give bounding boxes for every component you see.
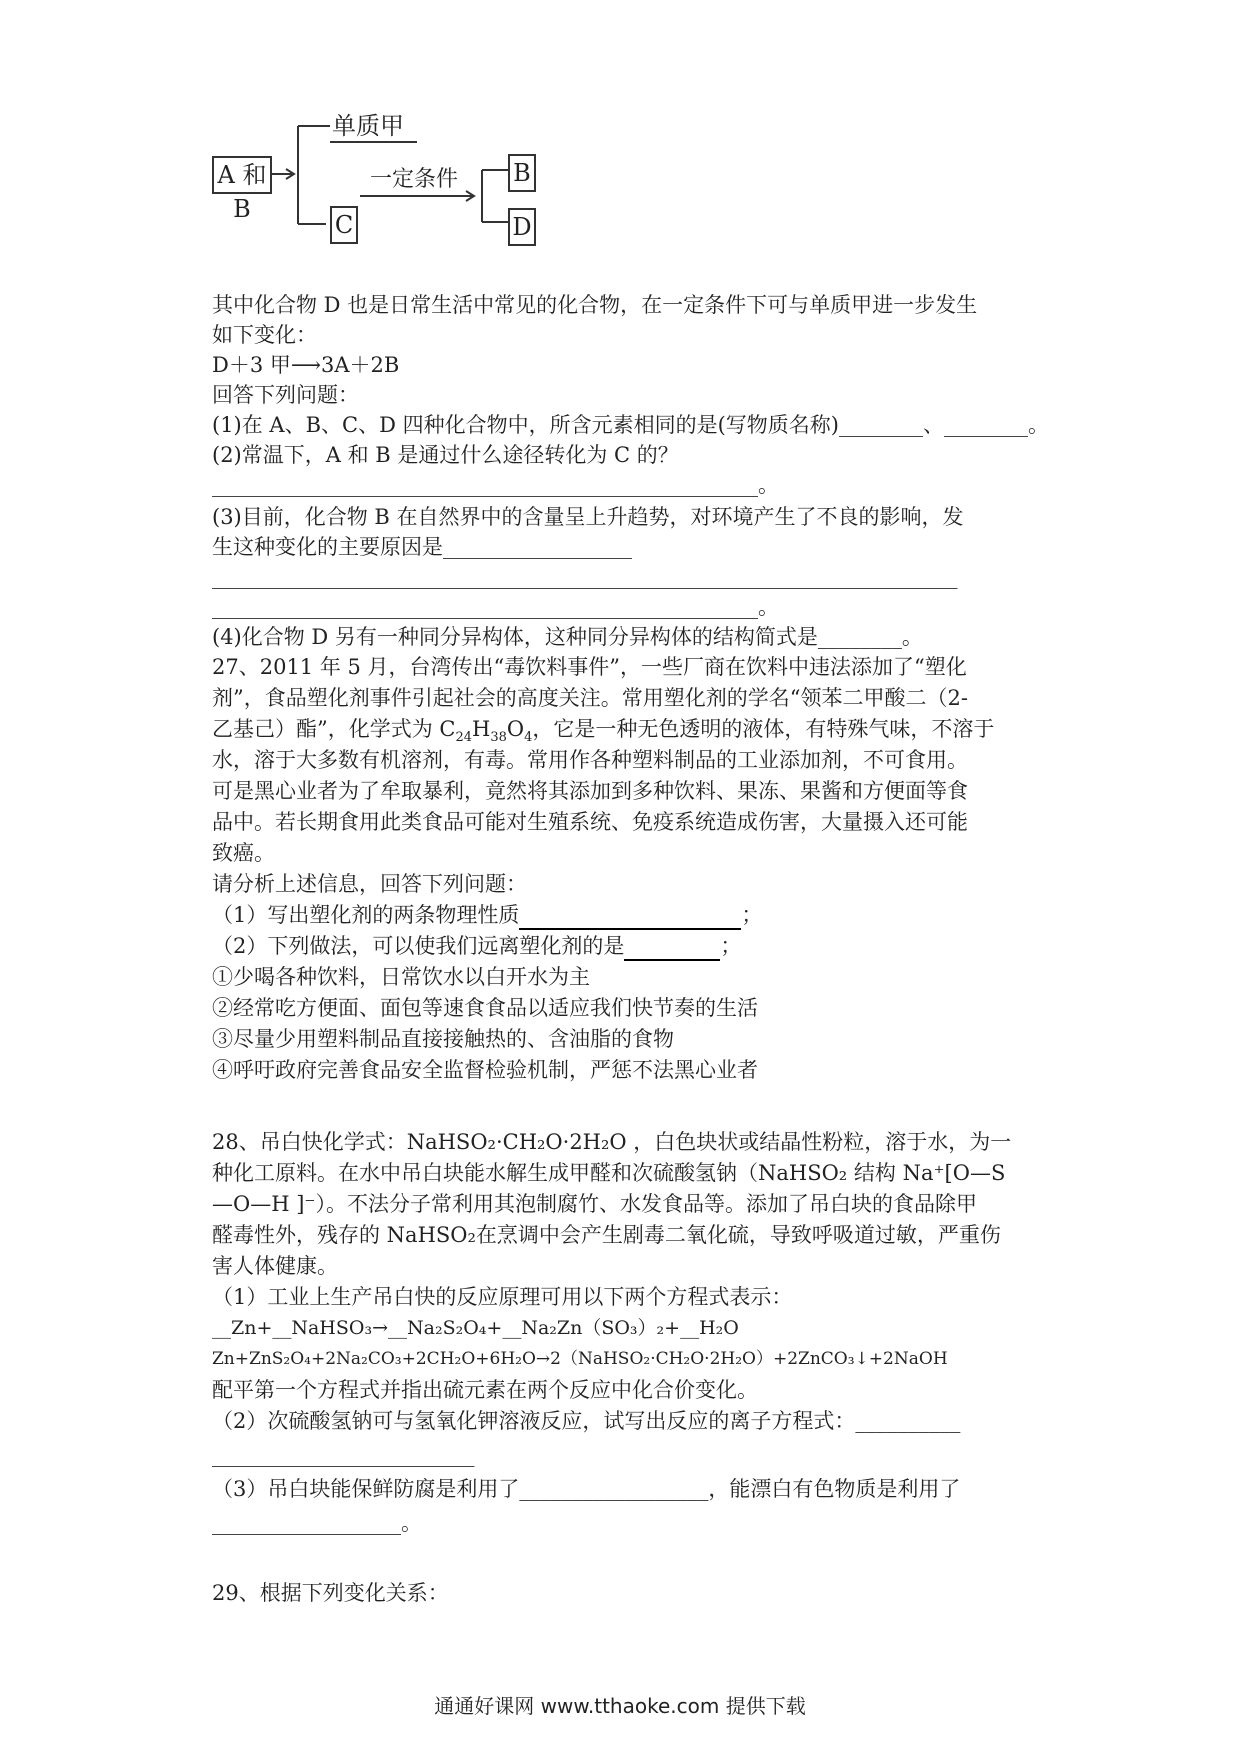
q27-line-1: 27、2011 年 5 月，台湾传出“毒饮料事件”，一些厂商在饮料中违法添加了“塑化: [212, 655, 967, 679]
q27-line-6: 品中。若长期食用此类食品可能对生殖系统、免疫系统造成伤害，大量摄入还可能: [212, 810, 968, 834]
box-a-and-b: A 和 B: [212, 156, 272, 194]
q27-option-1: ①少喝各种饮料，日常饮水以白开水为主: [212, 965, 590, 989]
answer-blank: [624, 937, 720, 961]
q27-line-2: 剂”，食品塑化剂事件引起社会的高度关注。常用塑化剂的学名“领苯二甲酸二（2-: [212, 686, 968, 710]
q26-part-3-b: 生这种变化的主要原因是__________________: [212, 535, 632, 559]
q27-line-4: 水，溶于大多数有机溶剂，有毒。常用作各种塑料制品的工业添加剂，不可食用。: [212, 748, 968, 772]
answer-blank: [519, 906, 741, 930]
box-c: C: [330, 206, 358, 244]
q28-equation-1: __Zn+__NaHSO₃→__Na₂S₂O₄+__Na₂Zn（SO₃）₂+__H₂O: [212, 1317, 739, 1339]
q28-line-3: —O—H ]⁻）。不法分子常利用其泡制腐竹、水发食品等。添加了吊白块的食品除甲: [212, 1192, 977, 1216]
q27-line-3: 乙基己）酯”，化学式为 $C_{24}H_{38}O_4$，它是一种无色透明的液体，有特殊气味，不溶于: [212, 717, 995, 746]
q27-line-5: 可是黑心业者为了牟取暴利，竟然将其添加到多种饮料、果冻、果酱和方便面等食: [212, 779, 968, 803]
box-b: B: [508, 154, 536, 192]
q28-line-1: 28、吊白快化学式：NaHSO₂·CH₂O·2H₂O ，白色块状或结晶性粉粒，溶于水，为一: [212, 1130, 1012, 1154]
q26-part-3-c: _______________________________________________________________________: [212, 565, 958, 589]
q28-line-4: 醛毒性外，残存的 NaHSO₂在烹调中会产生剧毒二氧化硫，导致呼吸道过敏，严重伤: [212, 1223, 1001, 1247]
q27-option-3: ③尽量少用塑料制品直接接触热的、含油脂的食物: [212, 1027, 674, 1051]
q28-line-2: 种化工原料。在水中吊白块能水解生成甲醛和次硫酸氢钠（NaHSO₂ 结构 Na⁺[O—S: [212, 1161, 1006, 1185]
q26-intro-2: 如下变化：: [212, 323, 317, 347]
q26-part-3-d: ____________________________________________________。: [212, 595, 779, 619]
q28-line-8: （2）次硫酸氢钠可与氢氧化钾溶液反应，试写出反应的离子方程式：__________: [212, 1409, 961, 1433]
q27-question-1: （1）写出塑化剂的两条物理性质 ；: [212, 900, 762, 930]
q27-line-7: 致癌。: [212, 841, 275, 865]
q26-intro-1: 其中化合物 D 也是日常生活中常见的化合物，在一定条件下可与单质甲进一步发生: [212, 293, 978, 317]
q28-equation-2: Zn+ZnS₂O₄+2Na₂CO₃+2CH₂O+6H₂O→2（NaHSO₂·CH₂O·2H₂O）+2ZnCO₃↓+2NaOH: [212, 1349, 948, 1369]
q26-equation: D＋3 甲⟶3A＋2B: [212, 353, 400, 377]
reaction-diagram: [212, 112, 612, 272]
q27-line-8: 请分析上述信息，回答下列问题：: [212, 872, 527, 896]
q28-line-10: （3）吊白块能保鲜防腐是利用了__________________，能漂白有色物质是利用了: [212, 1477, 961, 1501]
q26-prompt: 回答下列问题：: [212, 383, 359, 407]
page-footer: 通通好课网 www.tthaoke.com 提供下载: [434, 1694, 806, 1718]
q29-line-1: 29、根据下列变化关系：: [212, 1581, 449, 1605]
q26-part-1: (1)在 A、B、C、D 四种化合物中，所含元素相同的是(写物质名称)________、________。: [212, 413, 1049, 437]
q28-line-11: __________________。: [212, 1511, 422, 1535]
q27-question-2: （2）下列做法，可以使我们远离塑化剂的是 ；: [212, 931, 741, 961]
q26-part-2-blank: ____________________________________________________。: [212, 473, 779, 497]
q28-line-9: _________________________: [212, 1443, 475, 1467]
label-elemental-jia: 单质甲: [332, 112, 404, 140]
q28-line-6: （1）工业上生产吊白快的反应原理可用以下两个方程式表示：: [212, 1285, 793, 1309]
q26-part-4: (4)化合物 D 另有一种同分异构体，这种同分异构体的结构简式是________。: [212, 625, 923, 649]
q27-option-4: ④呼吁政府完善食品安全监督检验机制，严惩不法黑心业者: [212, 1058, 758, 1082]
q28-line-7: 配平第一个方程式并指出硫元素在两个反应中化合价变化。: [212, 1378, 758, 1402]
q26-part-2: (2)常温下，A 和 B 是通过什么途径转化为 C 的？: [212, 443, 679, 467]
box-d: D: [508, 208, 536, 246]
q28-line-5: 害人体健康。: [212, 1254, 338, 1278]
q26-part-3-a: (3)目前，化合物 B 在自然界中的含量呈上升趋势，对环境产生了不良的影响，发: [212, 505, 964, 529]
q27-option-2: ②经常吃方便面、面包等速食食品以适应我们快节奏的生活: [212, 996, 758, 1020]
label-certain-condition: 一定条件: [370, 167, 459, 192]
